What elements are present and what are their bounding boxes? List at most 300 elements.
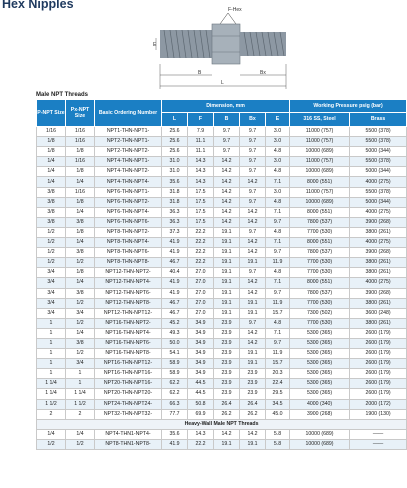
table-cell: 44.5 xyxy=(188,389,214,399)
table-cell: NPT4-THN-NPT2- xyxy=(95,167,162,177)
table-cell: 66.3 xyxy=(162,399,188,409)
table-cell: 22.4 xyxy=(266,379,290,389)
table-cell: 8000 (551) xyxy=(290,177,350,187)
table-cell: 1/4 xyxy=(66,177,95,187)
table-cell: 41.9 xyxy=(162,439,188,449)
table-cell: 9.7 xyxy=(266,338,290,348)
table-cell: 62.2 xyxy=(162,379,188,389)
table-cell: 27.0 xyxy=(188,308,214,318)
table-cell: 7700 (530) xyxy=(290,227,350,237)
table-cell: 26.2 xyxy=(214,409,240,419)
table-cell: 1/4 xyxy=(66,328,95,338)
table-row xyxy=(37,227,407,237)
table-cell: 19.1 xyxy=(240,349,266,359)
table-cell: 3/8 xyxy=(37,207,66,217)
table-cell: 3/4 xyxy=(37,308,66,318)
table-cell: 3/8 xyxy=(37,187,66,197)
table-cell: 9.7 xyxy=(266,217,290,227)
table-cell: 1/4 xyxy=(37,429,66,439)
table-cell: 34.9 xyxy=(188,359,214,369)
table-cell: 1/2 xyxy=(37,227,66,237)
table-cell: NPT8-THN-NPT2- xyxy=(95,227,162,237)
table-cell: 1/8 xyxy=(66,167,95,177)
table-cell: 2600 (179) xyxy=(350,328,407,338)
table-cell: NPT6-THN-NPT1- xyxy=(95,187,162,197)
table-cell: NPT20-THN-NPT16- xyxy=(95,379,162,389)
table-cell: 17.5 xyxy=(188,197,214,207)
table-cell: 14.2 xyxy=(240,328,266,338)
table-cell: 9.7 xyxy=(240,157,266,167)
table-cell: 23.9 xyxy=(214,328,240,338)
table-cell: 14.2 xyxy=(240,338,266,348)
table-row xyxy=(37,197,407,207)
table-row xyxy=(37,349,407,359)
table-cell: 14.3 xyxy=(188,177,214,187)
table-cell: 2600 (179) xyxy=(350,379,407,389)
table-row xyxy=(37,389,407,399)
diagram-label-fhex: F-Hex xyxy=(228,7,242,13)
right-thread-body xyxy=(240,32,286,56)
table-cell: NPT4-THN1-NPT4- xyxy=(95,429,162,439)
table-row xyxy=(37,439,407,449)
table-row xyxy=(37,207,407,217)
table-cell: 23.9 xyxy=(214,389,240,399)
table-cell: 14.2 xyxy=(240,238,266,248)
table-cell: 7.9 xyxy=(188,127,214,137)
table-cell: 31.0 xyxy=(162,167,188,177)
table-cell: 3/8 xyxy=(66,338,95,348)
table-cell: NPT32-THN-NPT32- xyxy=(95,409,162,419)
table-cell: 5300 (365) xyxy=(290,369,350,379)
table-cell: 17.5 xyxy=(188,207,214,217)
table-cell: 11000 (757) xyxy=(290,127,350,137)
table-cell: 37.3 xyxy=(162,227,188,237)
table-cell: 8000 (551) xyxy=(290,207,350,217)
table-cell: 5300 (365) xyxy=(290,328,350,338)
table-cell: 3/8 xyxy=(66,288,95,298)
table-row xyxy=(37,298,407,308)
diagram-label-b: B xyxy=(198,70,202,76)
table-cell: 1 1/4 xyxy=(66,389,95,399)
section-title: Male NPT Threads xyxy=(36,92,89,98)
table-cell: 5500 (378) xyxy=(350,137,407,147)
hex-body xyxy=(212,24,240,64)
table-cell: 19.1 xyxy=(214,308,240,318)
table-row xyxy=(37,268,407,278)
table-cell: 77.7 xyxy=(162,409,188,419)
table-cell: 7.1 xyxy=(266,177,290,187)
table-cell: 19.1 xyxy=(214,227,240,237)
table-cell: 14.2 xyxy=(214,197,240,207)
table-cell: 9.7 xyxy=(214,127,240,137)
table-cell: 1 xyxy=(37,328,66,338)
table-cell: 19.1 xyxy=(214,288,240,298)
table-cell: 3800 (261) xyxy=(350,268,407,278)
table-cell: 3/4 xyxy=(66,308,95,318)
table-row xyxy=(37,328,407,338)
table-cell: 10000 (689) xyxy=(290,167,350,177)
table-cell: 19.1 xyxy=(214,238,240,248)
table-cell: 3900 (268) xyxy=(350,288,407,298)
table-cell: 5500 (378) xyxy=(350,157,407,167)
table-cell: 1/4 xyxy=(66,278,95,288)
table-cell: 5000 (344) xyxy=(350,167,407,177)
table-cell: 44.5 xyxy=(188,379,214,389)
table-cell: 14.2 xyxy=(240,288,266,298)
table-cell: 34.9 xyxy=(188,328,214,338)
table-cell: 19.1 xyxy=(214,278,240,288)
table-cell: 7.1 xyxy=(266,278,290,288)
table-cell: 1/2 xyxy=(37,238,66,248)
table-cell: NPT16-THN-NPT8- xyxy=(95,349,162,359)
table-cell: 4000 (275) xyxy=(350,207,407,217)
table-cell: 22.2 xyxy=(188,258,214,268)
table-cell: 41.9 xyxy=(162,288,188,298)
table-cell: 14.2 xyxy=(214,217,240,227)
table-cell: 3800 (261) xyxy=(350,298,407,308)
table-cell: 27.0 xyxy=(188,298,214,308)
table-cell: NPT16-THN-NPT2- xyxy=(95,318,162,328)
table-cell: 23.9 xyxy=(214,369,240,379)
table-cell: 4.8 xyxy=(266,268,290,278)
table-cell: 34.9 xyxy=(188,338,214,348)
table-cell: 19.1 xyxy=(214,268,240,278)
table-cell: NPT4-THN-NPT1- xyxy=(95,157,162,167)
table-cell: 4000 (275) xyxy=(350,278,407,288)
table-cell: 23.9 xyxy=(240,379,266,389)
table-cell: 1 1/2 xyxy=(66,399,95,409)
table-cell: 9.7 xyxy=(240,167,266,177)
table-cell: 14.2 xyxy=(240,429,266,439)
page-title: Hex Nipples xyxy=(2,0,74,11)
table-cell: 7700 (530) xyxy=(290,268,350,278)
table-cell: 3900 (268) xyxy=(350,217,407,227)
table-cell: 5300 (365) xyxy=(290,389,350,399)
table-cell: 11000 (757) xyxy=(290,137,350,147)
table-cell: NPT8-THN1-NPT8- xyxy=(95,439,162,449)
table-cell: 9.7 xyxy=(240,127,266,137)
table-cell: 1/2 xyxy=(66,298,95,308)
table-cell: 9.7 xyxy=(240,147,266,157)
table-cell: 46.7 xyxy=(162,308,188,318)
table-cell: 7700 (530) xyxy=(290,298,350,308)
table-cell: 10000 (689) xyxy=(290,147,350,157)
table-cell: 23.9 xyxy=(240,369,266,379)
table-cell: 41.9 xyxy=(162,238,188,248)
table-row xyxy=(37,167,407,177)
table-cell: 50.0 xyxy=(162,338,188,348)
table-cell: 17.5 xyxy=(188,217,214,227)
table-cell: 7300 (502) xyxy=(290,308,350,318)
table-cell: 3900 (268) xyxy=(290,409,350,419)
table-cell: 5.8 xyxy=(266,429,290,439)
table-body xyxy=(37,127,407,450)
table-cell: 1 xyxy=(37,338,66,348)
table-cell: 5500 (378) xyxy=(350,127,407,137)
table-cell: 1 xyxy=(37,318,66,328)
table-cell: 11.1 xyxy=(188,147,214,157)
table-cell: 7800 (537) xyxy=(290,288,350,298)
table-cell: 15.7 xyxy=(266,308,290,318)
table-cell: 1/16 xyxy=(66,187,95,197)
table-cell: 4000 (275) xyxy=(350,238,407,248)
diagram-label-bx: Bx xyxy=(260,70,266,76)
table-cell: 23.9 xyxy=(214,318,240,328)
table-cell: 31.0 xyxy=(162,157,188,167)
table-cell: 3.0 xyxy=(266,187,290,197)
table-cell: 1 1/2 xyxy=(37,399,66,409)
table-cell: 9.7 xyxy=(266,248,290,258)
table-cell: 29.5 xyxy=(266,389,290,399)
table-cell: NPT6-THN-NPT6- xyxy=(95,217,162,227)
table-cell: 1900 (130) xyxy=(350,409,407,419)
table-cell: 1 1/4 xyxy=(37,389,66,399)
table-cell: 45.2 xyxy=(162,318,188,328)
table-cell: 26.4 xyxy=(240,399,266,409)
table-cell: 23.9 xyxy=(214,338,240,348)
table-cell: 35.6 xyxy=(162,177,188,187)
table-cell: 9.7 xyxy=(240,187,266,197)
table-cell: NPT12-THN-NPT6- xyxy=(95,288,162,298)
header-l: L xyxy=(162,113,188,127)
table-cell: 23.9 xyxy=(214,349,240,359)
table-cell: 4000 (275) xyxy=(350,177,407,187)
table-cell: 14.2 xyxy=(240,248,266,258)
table-cell: 5300 (365) xyxy=(290,349,350,359)
table-cell: 40.4 xyxy=(162,268,188,278)
table-cell: 14.2 xyxy=(214,177,240,187)
table-cell: 26.4 xyxy=(214,399,240,409)
diagram-label-l: L xyxy=(221,80,224,86)
table-cell: 10000 (689) xyxy=(290,197,350,207)
table-cell: 46.7 xyxy=(162,258,188,268)
table-row xyxy=(37,318,407,328)
table-cell: 5000 (344) xyxy=(350,147,407,157)
left-thread-body xyxy=(160,30,212,58)
table-cell: 34.9 xyxy=(188,369,214,379)
table-cell: 2600 (179) xyxy=(350,359,407,369)
table-cell: NPT8-THN-NPT8- xyxy=(95,258,162,268)
table-cell: 9.7 xyxy=(240,268,266,278)
table-cell: 14.2 xyxy=(240,278,266,288)
table-cell: 17.5 xyxy=(188,187,214,197)
table-cell: NPT8-THN-NPT6- xyxy=(95,248,162,258)
table-cell: 35.6 xyxy=(162,429,188,439)
table-cell: 22.2 xyxy=(188,439,214,449)
table-row xyxy=(37,278,407,288)
table-cell: 1/2 xyxy=(66,349,95,359)
table-cell: 19.1 xyxy=(240,308,266,318)
table-cell: 19.1 xyxy=(214,439,240,449)
subheader-row xyxy=(37,419,407,429)
table-cell: 14.3 xyxy=(188,157,214,167)
table-cell: 27.0 xyxy=(188,288,214,298)
diagram-label-e: E xyxy=(153,42,157,48)
header-f: F xyxy=(188,113,214,127)
table-cell: NPT16-THN-NPT16- xyxy=(95,369,162,379)
table-cell: 26.2 xyxy=(240,409,266,419)
table-cell: 3/4 xyxy=(37,278,66,288)
table-cell: 11.9 xyxy=(266,258,290,268)
table-cell: 19.1 xyxy=(214,298,240,308)
table-cell: 2600 (179) xyxy=(350,338,407,348)
table-cell: 1 xyxy=(37,349,66,359)
table-cell: 3800 (261) xyxy=(350,227,407,237)
table-cell: 20.3 xyxy=(266,369,290,379)
table-cell: 1/8 xyxy=(66,268,95,278)
table-cell: 19.1 xyxy=(240,359,266,369)
table-cell: 5500 (378) xyxy=(350,187,407,197)
table-cell: 31.8 xyxy=(162,187,188,197)
table-cell: 27.0 xyxy=(188,268,214,278)
table-cell: 7700 (530) xyxy=(290,318,350,328)
table-cell: 5000 (344) xyxy=(350,197,407,207)
table-cell: 41.9 xyxy=(162,248,188,258)
table-cell: 23.9 xyxy=(240,389,266,399)
table-cell: —— xyxy=(350,429,407,439)
table-cell: 7.1 xyxy=(266,207,290,217)
table-cell: NPT16-THN-NPT4- xyxy=(95,328,162,338)
table-row xyxy=(37,379,407,389)
header-pressure: Working Pressure psig (bar) xyxy=(290,100,407,113)
table-cell: 1 xyxy=(66,369,95,379)
table-cell: NPT2-THN-NPT2- xyxy=(95,147,162,157)
table-cell: NPT20-THN-NPT20- xyxy=(95,389,162,399)
table-cell: 69.9 xyxy=(188,409,214,419)
table-cell: 14.2 xyxy=(214,157,240,167)
table-cell: 2 xyxy=(37,409,66,419)
table-cell: 1/16 xyxy=(66,137,95,147)
table-cell: NPT12-THN-NPT12- xyxy=(95,308,162,318)
table-cell: 3/4 xyxy=(37,298,66,308)
table-cell: 3/8 xyxy=(37,197,66,207)
header-basic: Basic Ordering Number xyxy=(95,100,162,127)
table-cell: 1/8 xyxy=(37,147,66,157)
table-cell: 19.1 xyxy=(240,298,266,308)
header-b: B xyxy=(214,113,240,127)
table-cell: NPT12-THN-NPT2- xyxy=(95,268,162,278)
table-cell: 1 xyxy=(66,379,95,389)
table-cell: 19.1 xyxy=(214,248,240,258)
table-cell: 3/8 xyxy=(37,217,66,227)
table-cell: NPT12-THN-NPT8- xyxy=(95,298,162,308)
table-cell: 1/4 xyxy=(66,238,95,248)
table-row xyxy=(37,288,407,298)
table-cell: 23.9 xyxy=(214,359,240,369)
table-cell: 1 xyxy=(37,359,66,369)
table-cell: 1/4 xyxy=(37,177,66,187)
table-row xyxy=(37,338,407,348)
table-row xyxy=(37,127,407,137)
table-cell: 1/2 xyxy=(37,248,66,258)
table-cell: 31.8 xyxy=(162,197,188,207)
table-cell: 1/2 xyxy=(66,318,95,328)
table-cell: 1/16 xyxy=(66,157,95,167)
table-cell: 14.3 xyxy=(188,167,214,177)
table-row xyxy=(37,409,407,419)
table-row xyxy=(37,157,407,167)
table-cell: NPT4-THN-NPT4- xyxy=(95,177,162,187)
table-cell: 3800 (261) xyxy=(350,258,407,268)
table-cell: 22.2 xyxy=(188,248,214,258)
table-row xyxy=(37,177,407,187)
table-row xyxy=(37,248,407,258)
table-cell: 1/4 xyxy=(66,429,95,439)
table-cell: NPT2-THN-NPT1- xyxy=(95,137,162,147)
table-cell: 49.3 xyxy=(162,328,188,338)
table-cell: 1 1/4 xyxy=(37,379,66,389)
table-row xyxy=(37,258,407,268)
table-cell: 19.1 xyxy=(214,258,240,268)
table-cell: 3/4 xyxy=(37,288,66,298)
table-cell: 7.1 xyxy=(266,328,290,338)
table-row xyxy=(37,238,407,248)
table-cell: 25.6 xyxy=(162,137,188,147)
table-cell: 1/2 xyxy=(37,439,66,449)
table-cell: 5.8 xyxy=(266,439,290,449)
table-cell: 11000 (757) xyxy=(290,187,350,197)
table-cell: 1/16 xyxy=(66,127,95,137)
table-cell: 2 xyxy=(66,409,95,419)
table-cell: 8000 (551) xyxy=(290,238,350,248)
table-cell: 3/4 xyxy=(37,268,66,278)
table-cell: 19.1 xyxy=(240,258,266,268)
table-cell: 4.8 xyxy=(266,197,290,207)
table-cell: 22.2 xyxy=(188,227,214,237)
table-cell: 34.9 xyxy=(188,318,214,328)
table-cell: 54.1 xyxy=(162,349,188,359)
table-cell: 14.2 xyxy=(214,167,240,177)
header-pnpt: P-NPT Size xyxy=(37,100,66,127)
header-bx: Bx xyxy=(240,113,266,127)
table-cell: 7700 (530) xyxy=(290,258,350,268)
table-cell: 36.3 xyxy=(162,207,188,217)
table-cell: 14.2 xyxy=(240,217,266,227)
table-cell: 5300 (365) xyxy=(290,338,350,348)
table-cell: 58.9 xyxy=(162,369,188,379)
table-cell: 9.7 xyxy=(214,147,240,157)
header-ss: 316 SS, Steel xyxy=(290,113,350,127)
table-cell: 9.7 xyxy=(240,197,266,207)
table-cell: 5300 (365) xyxy=(290,359,350,369)
table-cell: 36.3 xyxy=(162,217,188,227)
table-cell: 25.6 xyxy=(162,127,188,137)
table-cell: 14.2 xyxy=(214,187,240,197)
table-cell: 22.2 xyxy=(188,238,214,248)
table-cell: 10000 (689) xyxy=(290,439,350,449)
table-cell: 7.1 xyxy=(266,238,290,248)
table-cell: 46.7 xyxy=(162,298,188,308)
table-cell: 3.0 xyxy=(266,127,290,137)
table-cell: 14.2 xyxy=(240,177,266,187)
table-cell: 3/4 xyxy=(66,359,95,369)
table-cell: 1/4 xyxy=(37,157,66,167)
table-cell: 62.2 xyxy=(162,389,188,399)
table-cell: 34.9 xyxy=(188,349,214,359)
table-cell: 4.8 xyxy=(266,147,290,157)
table-cell: 14.3 xyxy=(188,429,214,439)
table-cell: NPT16-THN-NPT12- xyxy=(95,359,162,369)
table-cell: 7800 (537) xyxy=(290,217,350,227)
table-cell: 3600 (248) xyxy=(350,308,407,318)
table-cell: 3/8 xyxy=(66,217,95,227)
table-cell: 34.5 xyxy=(266,399,290,409)
subheader-cell: Heavy-Wall Male NPT Threads xyxy=(37,419,407,429)
table-cell: 2600 (179) xyxy=(350,349,407,359)
header-e: E xyxy=(266,113,290,127)
table-cell: 11000 (757) xyxy=(290,157,350,167)
table-row xyxy=(37,217,407,227)
